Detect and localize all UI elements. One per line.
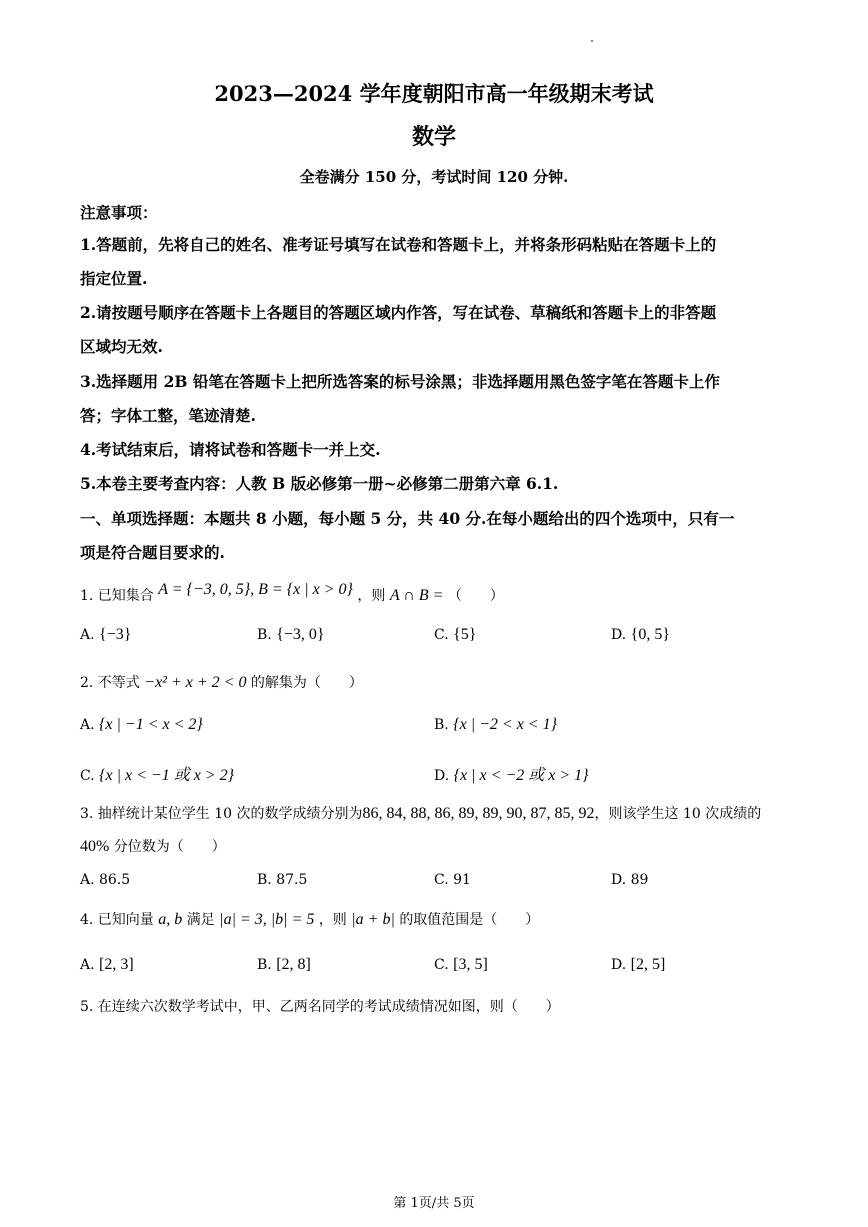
- question-2: [80, 672, 363, 692]
- question-1-mid: ，则: [357, 588, 386, 604]
- question-2-suffix: 的解集为（ ）: [250, 675, 363, 691]
- option-d: D. [2, 5]: [611, 956, 666, 973]
- question-1-prefix: 1. 已知集合: [80, 588, 154, 604]
- option-d: D. {x | x < −2 或 x > 1}: [434, 767, 589, 784]
- question-2-expr: −x² + x + 2 < 0: [144, 674, 247, 691]
- note-line: 1.答题前，先将自己的姓名、准考证号填写在试卷和答题卡上，并将条形码粘贴在答题卡上的: [80, 235, 717, 254]
- section-heading-cont: 项是符合题目要求的.: [80, 543, 225, 562]
- note-line: 区域均无效.: [80, 337, 163, 356]
- question-1-expr: A ∩ B =: [389, 587, 444, 604]
- option-a: A. [2, 3]: [80, 956, 134, 973]
- option-c: C. [3, 5]: [434, 956, 488, 973]
- note-line: 指定位置.: [80, 269, 148, 288]
- page-number: 第 1页/共 5页: [393, 1196, 475, 1211]
- question-4-prefix: 4. 已知向量: [80, 912, 154, 928]
- score-line: 全卷满分 150 分，考试时间 120 分钟.: [299, 168, 569, 186]
- question-3-data: 86, 84, 88, 86, 89, 89, 90, 87, 85, 92: [362, 805, 595, 822]
- question-4-cond: |a| = 3, |b| = 5: [219, 911, 315, 928]
- option-b: B. 87.5: [257, 872, 308, 888]
- option-a: A. 86.5: [80, 872, 131, 888]
- option-c: C. {x | x < −1 或 x > 2}: [80, 767, 235, 784]
- option-c: C. {5}: [434, 626, 477, 643]
- notes-heading: 注意事项：: [80, 203, 158, 222]
- note-line: 3.选择题用 2B 铅笔在答题卡上把所选答案的标号涂黑；非选择题用黑色签字笔在答题卡上作: [80, 372, 720, 391]
- question-1-sets: A = {−3, 0, 5}, B = {x | x > 0}: [158, 581, 353, 598]
- question-3-suffix: ，则该学生这 10 次成绩的: [594, 806, 762, 822]
- option-a: A. {x | −1 < x < 2}: [80, 716, 203, 733]
- question-4-mid1: 满足: [186, 912, 215, 928]
- section-heading: 一、单项选择题：本题共 8 小题，每小题 5 分，共 40 分.在每小题给出的四个选项中，只有一: [80, 509, 735, 528]
- subject-title: 数学: [411, 124, 456, 150]
- question-4-expr: |a + b|: [351, 911, 395, 928]
- option-b: B. {−3, 0}: [257, 626, 325, 643]
- option-a: A. {−3}: [80, 626, 132, 643]
- note-line: 5.本卷主要考查内容：人教 B 版必修第一册~必修第二册第六章 6.1.: [80, 474, 559, 493]
- question-4-vectors: a, b: [158, 911, 183, 928]
- option-d: D. 89: [611, 872, 649, 888]
- scan-dot: [591, 40, 593, 42]
- note-line: 答；字体工整，笔迹清楚.: [80, 406, 256, 425]
- note-line: 4.考试结束后，请将试卷和答题卡一并上交.: [80, 440, 381, 459]
- option-d: D. {0, 5}: [611, 626, 670, 643]
- option-c: C. 91: [434, 872, 471, 888]
- question-3-prefix: 3. 抽样统计某位学生 10 次的数学成绩分别为: [80, 806, 363, 822]
- question-1-blank: （ ）: [447, 588, 504, 604]
- question-1: [80, 581, 504, 605]
- question-4-mid2: ，则: [318, 912, 347, 928]
- question-3-text: 分位数为（ ）: [113, 839, 226, 855]
- question-3: [80, 803, 761, 823]
- option-b: B. {x | −2 < x < 1}: [434, 716, 557, 733]
- question-3-percent: 40%: [80, 838, 110, 855]
- page-title: 2023—2024 学年度朝阳市高一年级期末考试: [214, 81, 654, 106]
- note-line: 2.请按题号顺序在答题卡上各题目的答题区域内作答，写在试卷、草稿纸和答题卡上的非答题: [80, 303, 717, 322]
- option-b: B. [2, 8]: [257, 956, 311, 973]
- question-2-prefix: 2. 不等式: [80, 675, 140, 691]
- question-5: 5. 在连续六次数学考试中，甲、乙两名同学的考试成绩情况如图，则（ ）: [80, 999, 560, 1015]
- question-3-cont: [80, 836, 226, 856]
- question-4-suffix: 的取值范围是（ ）: [399, 912, 540, 928]
- question-4: [80, 909, 539, 929]
